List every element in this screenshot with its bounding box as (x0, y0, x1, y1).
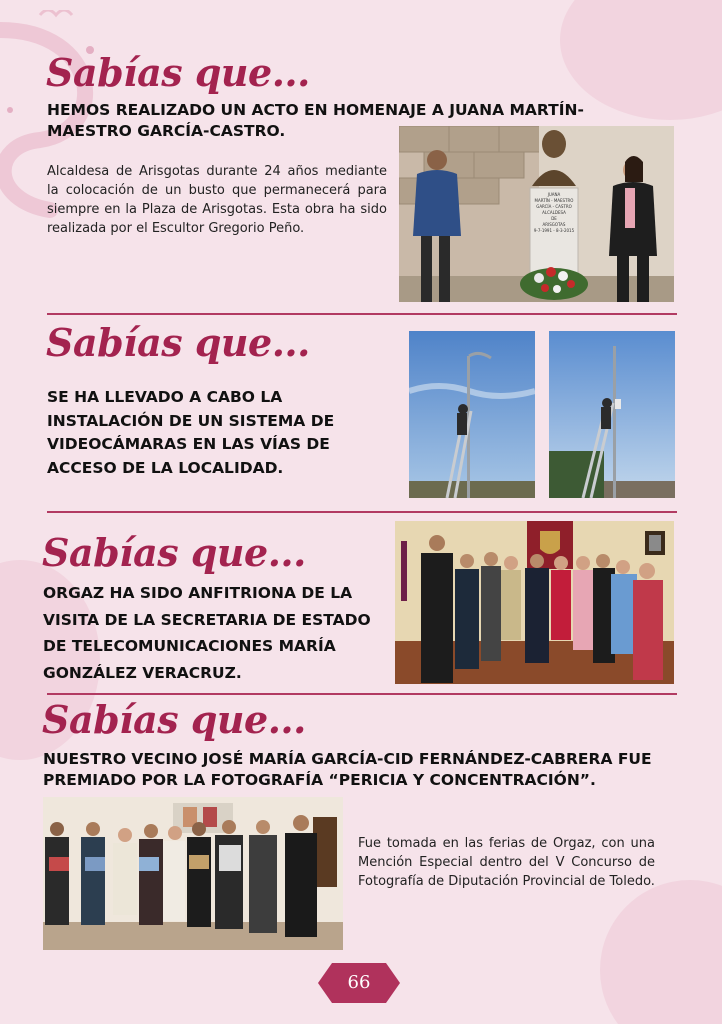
section-2-subheading: SE HA LLEVADO A CABO LA INSTALACIÓN DE UN SISTEMA DE VIDEOCÁMARAS EN LAS VÍAS DE ACCESO DE LA LOCALIDAD. (47, 388, 335, 477)
secretary-visit-group-photo (395, 521, 674, 684)
background-blob (600, 880, 722, 1024)
section-4-subheading: NUESTRO VECINO JOSÉ MARÍA GARCÍA-CID FERNÁNDEZ-CABRERA FUE PREMIADO POR LA FOTOGRAFÍA “PERICIA Y CONCENTRACIÓN”. (43, 750, 652, 790)
bust-plaque-inscription (530, 192, 578, 234)
plaque-line: ALCALDESA (542, 210, 566, 215)
section-1-heading: Sabías que... (46, 50, 310, 95)
section-divider (47, 511, 677, 513)
plaque-line: 9-7-1991 - 8-3-2015 (533, 228, 575, 233)
section-divider (47, 313, 677, 315)
section-1-body: Alcaldesa de Arisgotas durante 24 años mediante la colocación de un busto que permanecerá para siempre en la Plaza de Arisgotas. Esta obra ha sido realizada por el Escultor Gregorio Peño. (47, 164, 387, 237)
plaque-line: DE (551, 216, 557, 221)
section-4-heading: Sabías que... (42, 697, 306, 742)
plaque-line: ARISGOTAS (542, 222, 566, 227)
section-divider (47, 693, 677, 695)
plaque-line: GARCÍA - CASTRO (536, 204, 572, 209)
section-3-subheading: ORGAZ HA SIDO ANFITRIONA DE LA VISITA DE LA SECRETARIA DE ESTADO DE TELECOMUNICACIONES MARÍA GONZÁLEZ VERACRUZ. (43, 584, 371, 682)
section-1-subheading: HEMOS REALIZADO UN ACTO EN HOMENAJE A JUANA MARTÍN-MAESTRO GARCÍA-CASTRO. (47, 101, 584, 141)
photography-award-group-photo (43, 797, 343, 950)
page-number: 66 (347, 972, 371, 993)
section-2-heading: Sabías que... (46, 320, 310, 365)
plaque-line: MARTÍN - MAESTRO (534, 198, 574, 203)
plaque-line: JUANA (547, 192, 561, 197)
page-number-badge (318, 963, 400, 1003)
section-3-heading: Sabías que... (42, 530, 306, 575)
camera-installation-photo-2 (549, 331, 675, 498)
camera-installation-photo-1 (409, 331, 535, 498)
homage-bust-photo (399, 126, 674, 302)
section-4-body: Fue tomada en las ferias de Orgaz, con una Mención Especial dentro del V Concurso de Fotografía de Diputación Provincial de Toledo. (358, 836, 655, 890)
